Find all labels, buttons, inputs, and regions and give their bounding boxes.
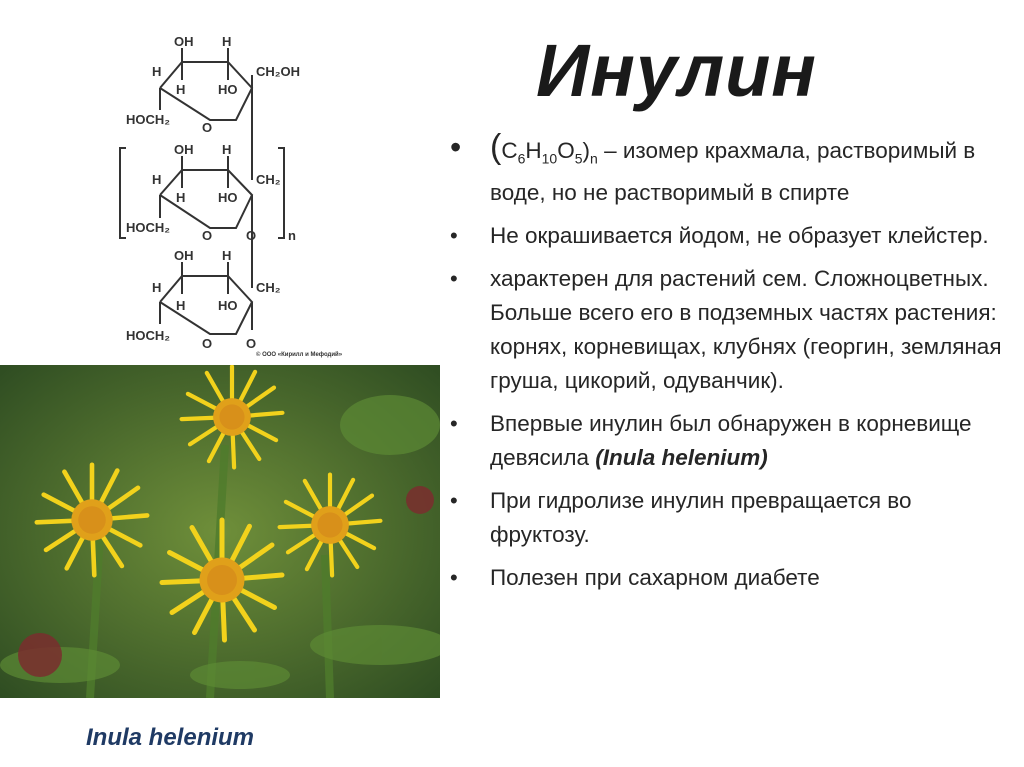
latin-name: (Inula helenium) xyxy=(595,444,768,470)
bullet-icon: • xyxy=(450,564,458,590)
svg-text:HOCH₂: HOCH₂ xyxy=(126,112,171,127)
svg-text:O: O xyxy=(246,228,257,243)
bullet-icon: • xyxy=(450,129,462,165)
bullet-text: – изомер крахмала, растворимый в воде, но не растворимый в спирте xyxy=(490,138,976,205)
svg-text:HO: HO xyxy=(218,298,238,313)
inula-helenium-photo xyxy=(0,365,440,698)
svg-text:OH: OH xyxy=(174,34,194,49)
svg-text:n: n xyxy=(288,228,296,243)
formula-svg xyxy=(118,30,348,360)
list-item xyxy=(448,219,1008,253)
svg-text:HO: HO xyxy=(218,190,238,205)
list-item xyxy=(448,262,1008,398)
svg-text:HOCH₂: HOCH₂ xyxy=(126,220,171,235)
flower-illustration xyxy=(0,365,440,698)
svg-text:H: H xyxy=(152,280,162,295)
page-title: Инулин xyxy=(536,29,818,112)
formula-copyright: © ООО «Кирилл и Мефодий» xyxy=(256,352,343,358)
svg-text:O: O xyxy=(202,120,213,135)
photo-caption: Inula helenium xyxy=(86,724,255,751)
svg-text:H: H xyxy=(176,298,186,313)
bullet-icon: • xyxy=(450,487,458,513)
bullet-text: Не окрашивается йодом, не образует клейстер. xyxy=(490,222,989,248)
bullet-text: характерен для растений сем. Сложноцветных. Больше всего его в подземных частях растения: корнях, корневищах, клубнях (георгин, земляная груша, цикорий, одуванчик). xyxy=(490,265,1002,393)
svg-text:O: O xyxy=(246,336,257,351)
bullet-text: Полезен при сахарном диабете xyxy=(490,564,820,590)
svg-text:CH₂OH: CH₂OH xyxy=(256,64,301,79)
svg-text:HOCH₂: HOCH₂ xyxy=(126,328,171,343)
svg-text:H: H xyxy=(176,190,186,205)
svg-text:H: H xyxy=(222,248,232,263)
bullet-list xyxy=(448,128,1008,604)
svg-text:H: H xyxy=(176,82,186,97)
list-item xyxy=(448,484,1008,552)
bullet-text: При гидролизе инулин превращается во фруктозу. xyxy=(490,487,912,547)
svg-text:H: H xyxy=(152,64,162,79)
svg-text:H: H xyxy=(152,172,162,187)
bullet-icon: • xyxy=(450,222,458,248)
bullet-text: Впервые инулин был обнаружен в корневище девясила xyxy=(490,410,972,470)
list-item xyxy=(448,561,1008,595)
svg-text:OH: OH xyxy=(174,142,194,157)
inulin-structural-formula xyxy=(118,30,348,360)
svg-text:H: H xyxy=(222,142,232,157)
svg-text:O: O xyxy=(202,336,213,351)
svg-text:CH₂: CH₂ xyxy=(256,172,281,187)
bullet-icon: • xyxy=(450,265,458,291)
bullet-icon: • xyxy=(450,410,458,436)
svg-text:CH₂: CH₂ xyxy=(256,280,281,295)
svg-text:H: H xyxy=(222,34,232,49)
list-item: • $(C_6H_{10}O_5)_n$ – изомер крахмала, растворимый в воде, но не растворимый в спирте xyxy=(450,128,976,205)
svg-text:OH: OH xyxy=(174,248,194,263)
list-item xyxy=(448,407,1008,475)
svg-text:HO: HO xyxy=(218,82,238,97)
svg-text:O: O xyxy=(202,228,213,243)
